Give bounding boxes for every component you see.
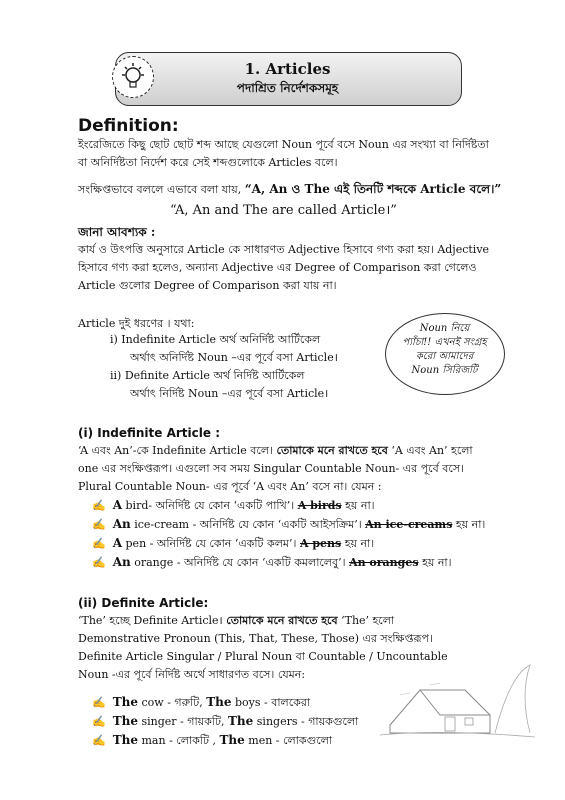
example-row [92,713,358,730]
example-wrong: A birds [297,499,342,512]
callout-line-3: করো আমাদের [415,351,474,362]
definition-line-2: বা অনির্দিষ্টতা নির্দেশ করে সেই শব্দগুলোকে Articles বলে। [78,156,338,169]
example-row [92,732,332,749]
definition-line-4: “A, An and The are called Article।” [170,203,397,218]
house-sketch-illustration [380,655,535,740]
example-rest: bird- অনির্দিষ্ট যে কোন ‘একটি পাখি’। [122,499,298,512]
writing-hand-icon: ✍ [92,734,106,747]
example-word: A [112,498,123,512]
types-i-line-1: i) Indefinite Article অর্থ অনির্দিষ্ট আর্টিকেল [110,333,321,346]
example-rest: pen - অনির্দিষ্ট যে কোন ‘একটি কলম’। [122,537,300,550]
example-tail: হয় না। [418,556,452,569]
types-ii-line-2: অর্থাৎ নির্দিষ্ট Noun –এর পূর্বে বসা Article। [130,387,329,400]
indefinite-line-2: one এর সংক্ষিপ্তরূপ। এগুলো সব সময় Singular Countable Noun- এর পূর্বে বসে। [78,462,464,475]
types-i-line-2: অর্থাৎ অনির্দিষ্ট Noun –এর পূর্বে বসা Article। [130,351,338,364]
example-row [92,554,452,571]
callout-line-4: Noun সিরিজটি [411,365,478,376]
indefinite-line-1-c: ‘A এবং An’ হলো [387,444,473,457]
callout-text [392,322,497,378]
example-row [92,497,375,514]
definite-line-2: Demonstrative Pronoun (This, That, These, Those) এর সংক্ষিপ্তরূপ। [78,632,433,645]
definite-line-1-a: ‘The’ হচ্ছে Definite Article। [78,614,227,627]
definition-line-3-plain: সংক্ষিপ্তভাবে বললে এভাবে বলা যায়, [78,183,245,196]
writing-hand-icon: ✍ [92,518,106,531]
definite-line-1-b: তোমাকে মনে রাখতে হবে [226,614,338,627]
definition-heading: Definition: [78,116,179,136]
example-wrong: An oranges [349,556,419,569]
example-row [92,694,310,711]
indefinite-line-1 [78,443,473,459]
example-rest: boys - বালকেরা [231,696,311,709]
example-word: A [112,536,123,550]
note-line-2: হিসাবে গণ্য করা হলেও, অন্যান্য Adjective এর Degree of Comparison করা গেলেও [78,261,477,274]
callout-line-2: প্যাঁচা!! এখনই সংগ্রহ [402,337,487,348]
example-rest: men - লোকগুলো [244,734,333,747]
types-ii-line-1: ii) Definite Article অর্থ নির্দিষ্ট আর্টিকেল [110,369,305,382]
example-tail: হয় না। [452,518,486,531]
definite-line-4: Noun -এর পূর্বে নির্দিষ্ট অর্থে সাধারণত বসে। যেমন: [78,668,306,681]
indefinite-heading: (i) Indefinite Article : [78,426,220,440]
definite-line-1-c: ‘The’ হলো [337,614,395,627]
example-rest: orange - অনির্দিষ্ট যে কোন ‘একটি কমলালেবু’। [130,556,350,569]
example-word: The [219,733,245,747]
indefinite-line-3: Plural Countable Noun- এর পূর্বে ‘A এবং An’ বসে না। যেমন : [78,480,382,493]
writing-hand-icon: ✍ [92,696,106,709]
note-line-1: কার্য ও উৎপত্তি অনুসারে Article কে সাধারণত Adjective হিসাবে গণ্য করা হয়। Adjective [78,243,490,256]
definition-line-3 [78,181,501,198]
example-word: The [112,733,138,747]
page-subtitle: পদাশ্রিত নির্দেশকসমূহ [236,81,339,95]
note-line-3: Article গুলোর Degree of Comparison করা যায় না। [78,279,337,292]
writing-hand-icon: ✍ [92,556,106,569]
indefinite-line-1-b: তোমাকে মনে রাখতে হবে [276,444,388,457]
example-rest: ice-cream - অনির্দিষ্ট যে কোন ‘একটি আইসক্রিম’। [130,518,366,531]
example-rest: singers - গায়কগুলো [253,715,359,728]
callout-line-1: Noun নিয়ে [419,323,470,334]
writing-hand-icon: ✍ [92,499,106,512]
writing-hand-icon: ✍ [92,537,106,550]
example-word: The [206,695,232,709]
note-heading: জানা আবশ্যক : [78,225,156,239]
example-tail: হয় না। [341,537,375,550]
definite-line-1 [78,613,394,629]
example-row [92,516,485,533]
example-tail: হয় না। [341,499,375,512]
example-word: The [227,714,254,728]
page-title: 1. Articles [244,60,331,78]
example-word: An [112,517,131,531]
example-wrong: An ice-creams [365,518,453,531]
example-rest: man - লোকটি , [138,734,220,747]
example-row [92,535,374,552]
definition-line-1: ইংরেজিতে কিছু ছোট ছোট শব্দ আছে যেগুলো Noun পূর্বে বসে Noun এর সংখ্যা বা নির্দিষ্টতা [78,138,489,151]
definition-line-3-bold: “A, An ও The এই তিনটি শব্দকে Article বলে।” [244,182,502,196]
example-rest: cow - গরুটি, [138,696,207,709]
definite-heading: (ii) Definite Article: [78,596,209,610]
example-word: The [112,695,138,709]
types-intro: Article দুই ধরণের । যথা: [78,317,195,330]
indefinite-line-1-a: ‘A এবং An’-কে Indefinite Article বলে। [78,444,277,457]
definite-line-3: Definite Article Singular / Plural Noun বা Countable / Uncountable [78,650,448,663]
writing-hand-icon: ✍ [92,715,106,728]
example-wrong: A pens [299,537,342,550]
example-word: The [112,714,138,728]
example-rest: singer - গায়কটি, [138,715,228,728]
example-word: An [112,555,131,569]
